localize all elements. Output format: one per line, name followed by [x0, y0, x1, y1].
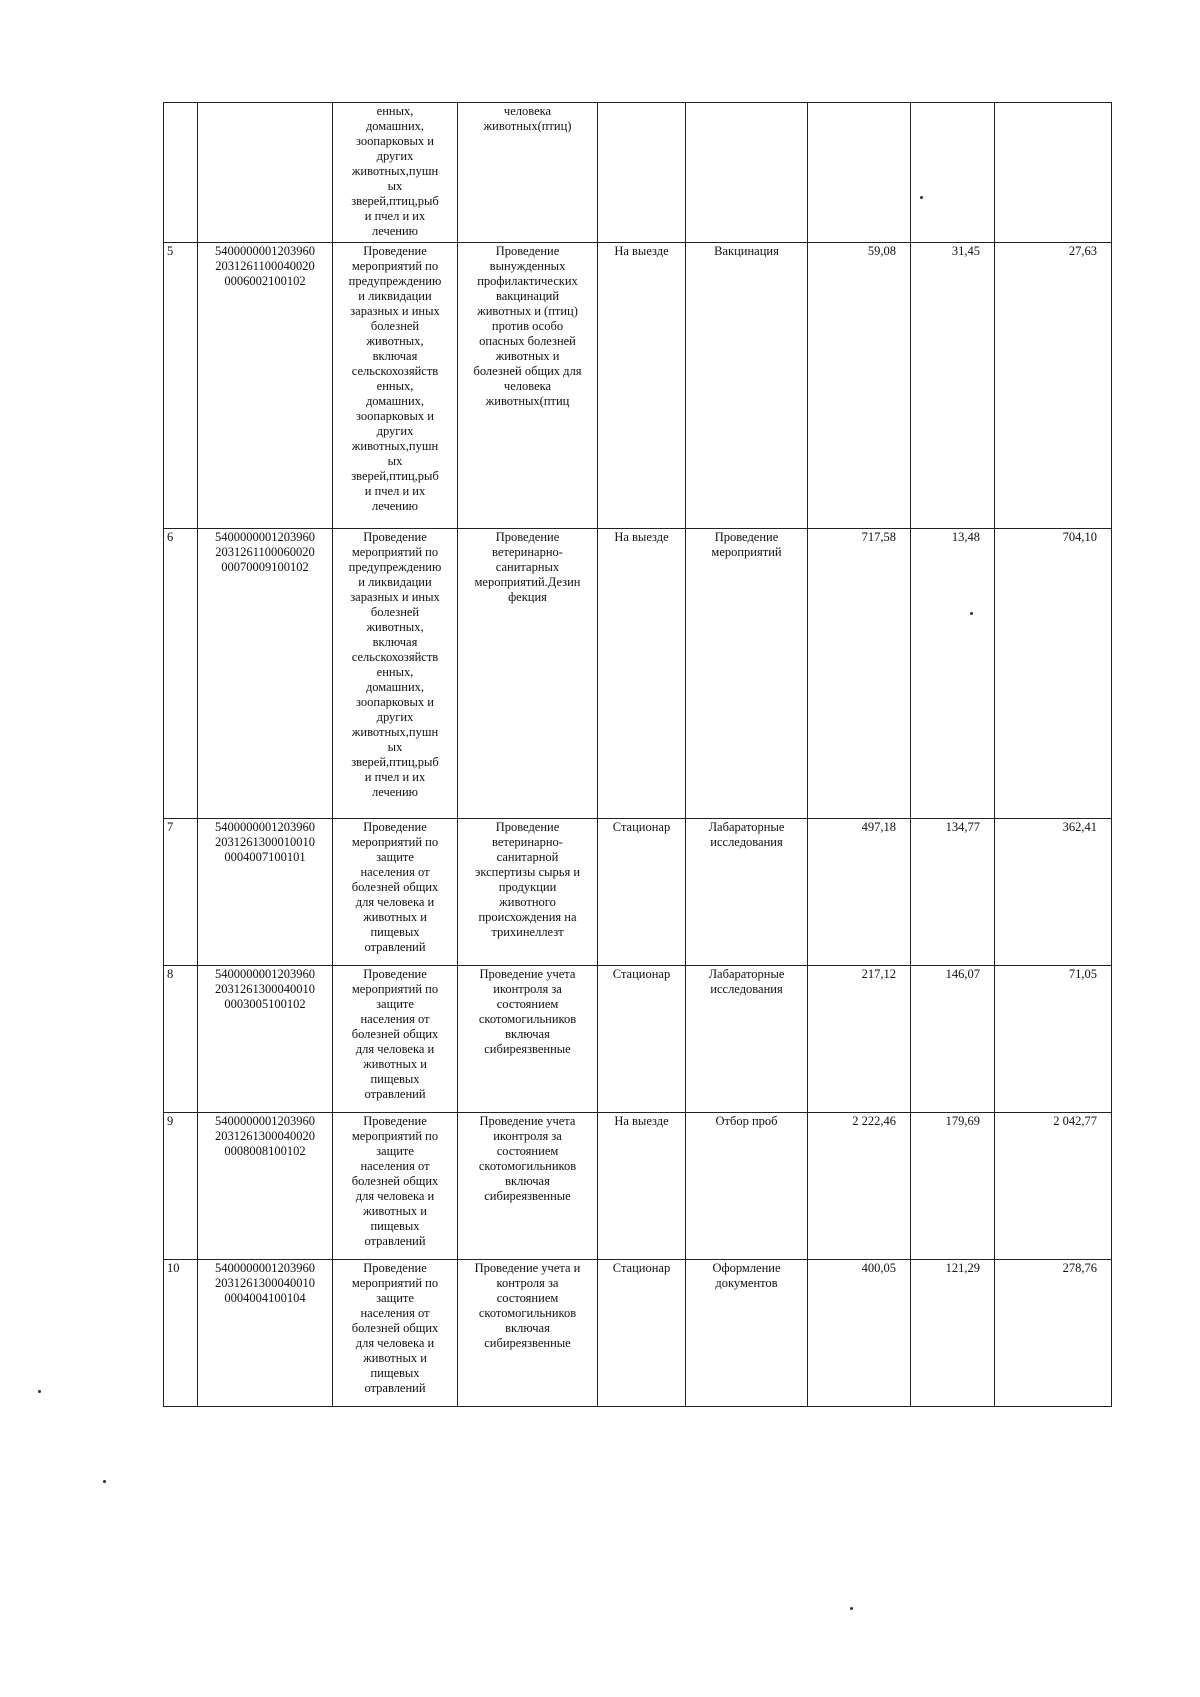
service-name-cell: Проведение мероприятий по защите населения от болезней общих для человека и животных и пищевых отравлений: [333, 966, 458, 1113]
value-2-cell: [911, 103, 995, 243]
value-3-cell: 71,05: [995, 966, 1112, 1113]
scan-speck: [970, 612, 973, 615]
value-3-cell: 362,41: [995, 819, 1112, 966]
row-number-cell: 6: [164, 529, 198, 819]
row-number-cell: 5: [164, 243, 198, 529]
value-1-cell: 717,58: [808, 529, 911, 819]
table-row: [164, 1260, 1112, 1407]
form-cell: [598, 103, 686, 243]
table-row: [164, 1113, 1112, 1260]
value-2-cell: 31,45: [911, 243, 995, 529]
form-cell: На выезде: [598, 529, 686, 819]
value-3-cell: 278,76: [995, 1260, 1112, 1407]
table-row: [164, 103, 1112, 243]
service-name-cell: Проведение мероприятий по предупреждению и ликвидации заразных и иных болезней животных, включая сельскохозяйств енных, домашних, зоопарковых и других животных,пушн ых зверей,птиц,рыб и пчел и их лечению: [333, 243, 458, 529]
type-cell: Проведение мероприятий: [686, 529, 808, 819]
type-cell: Отбор проб: [686, 1113, 808, 1260]
table-row: [164, 529, 1112, 819]
services-table: [163, 102, 1112, 1407]
registry-code-cell: [198, 103, 333, 243]
row-number-cell: 9: [164, 1113, 198, 1260]
form-cell: На выезде: [598, 243, 686, 529]
registry-code-cell: 5400000001203960 2031261100040020 0006002100102: [198, 243, 333, 529]
value-1-cell: [808, 103, 911, 243]
service-name-cell: Проведение мероприятий по защите населения от болезней общих для человека и животных и пищевых отравлений: [333, 1113, 458, 1260]
value-1-cell: 217,12: [808, 966, 911, 1113]
service-name-cell: [333, 103, 458, 243]
registry-code-cell: 5400000001203960 2031261300040010 0004004100104: [198, 1260, 333, 1407]
registry-code-cell: 5400000001203960 2031261300010010 0004007100101: [198, 819, 333, 966]
value-3-cell: [995, 103, 1112, 243]
row-number-cell: 7: [164, 819, 198, 966]
row-number-cell: 10: [164, 1260, 198, 1407]
value-2-cell: 179,69: [911, 1113, 995, 1260]
form-cell: На выезде: [598, 1113, 686, 1260]
form-cell: Стационар: [598, 1260, 686, 1407]
type-cell: Оформление документов: [686, 1260, 808, 1407]
service-name-cell: Проведение мероприятий по предупреждению и ликвидации заразных и иных болезней животных, включая сельскохозяйств енных, домашних, зоопарковых и других животных,пушн ых зверей,птиц,рыб и пчел и их лечению: [333, 529, 458, 819]
form-cell: Стационар: [598, 819, 686, 966]
value-1-cell: 400,05: [808, 1260, 911, 1407]
type-cell: Вакцинация: [686, 243, 808, 529]
scan-speck: [920, 196, 923, 199]
type-cell: Лабараторные исследования: [686, 966, 808, 1113]
row-number-cell: [164, 103, 198, 243]
scan-speck: [103, 1480, 106, 1483]
value-3-cell: 27,63: [995, 243, 1112, 529]
service-content-text: человека животных(птиц): [483, 104, 572, 133]
value-2-cell: 13,48: [911, 529, 995, 819]
scan-speck: [850, 1607, 853, 1610]
service-content-cell: Проведение ветеринарно- санитарной экспертизы сырья и продукции животного происхождения на трихинеллезт: [458, 819, 598, 966]
service-content-cell: Проведение ветеринарно- санитарных мероприятий.Дезин фекция: [458, 529, 598, 819]
value-1-cell: 497,18: [808, 819, 911, 966]
table-row: [164, 966, 1112, 1113]
value-2-cell: 134,77: [911, 819, 995, 966]
value-2-cell: 121,29: [911, 1260, 995, 1407]
service-content-cell: Проведение вынужденных профилактических вакцинаций животных и (птиц) против особо опасных болезней животных и болезней общих для человека животных(птиц: [458, 243, 598, 529]
value-3-cell: 704,10: [995, 529, 1112, 819]
service-name-text: енных, домашних, зоопарковых и других животных,пушн ых зверей,птиц,рыб и пчел и их лечению: [351, 104, 439, 238]
service-content-cell: Проведение учета иконтроля за состоянием скотомогильников включая сибиреязвенные: [458, 1113, 598, 1260]
service-name-cell: Проведение мероприятий по защите населения от болезней общих для человека и животных и пищевых отравлений: [333, 819, 458, 966]
registry-code-cell: 5400000001203960 2031261300040020 0008008100102: [198, 1113, 333, 1260]
service-content-cell: Проведение учета и контроля за состоянием скотомогильников включая сибиреязвенные: [458, 1260, 598, 1407]
type-cell: [686, 103, 808, 243]
type-cell: Лабараторные исследования: [686, 819, 808, 966]
value-2-cell: 146,07: [911, 966, 995, 1113]
scan-speck: [38, 1390, 41, 1393]
value-1-cell: 2 222,46: [808, 1113, 911, 1260]
value-3-cell: 2 042,77: [995, 1113, 1112, 1260]
registry-code-cell: 5400000001203960 2031261300040010 0003005100102: [198, 966, 333, 1113]
registry-code-cell: 5400000001203960 2031261100060020 00070009100102: [198, 529, 333, 819]
table-row: [164, 819, 1112, 966]
value-1-cell: 59,08: [808, 243, 911, 529]
form-cell: Стационар: [598, 966, 686, 1113]
row-number-cell: 8: [164, 966, 198, 1113]
service-name-cell: Проведение мероприятий по защите населения от болезней общих для человека и животных и пищевых отравлений: [333, 1260, 458, 1407]
service-content-cell: Проведение учета иконтроля за состоянием скотомогильников включая сибиреязвенные: [458, 966, 598, 1113]
table-row: [164, 243, 1112, 529]
service-content-cell: [458, 103, 598, 243]
